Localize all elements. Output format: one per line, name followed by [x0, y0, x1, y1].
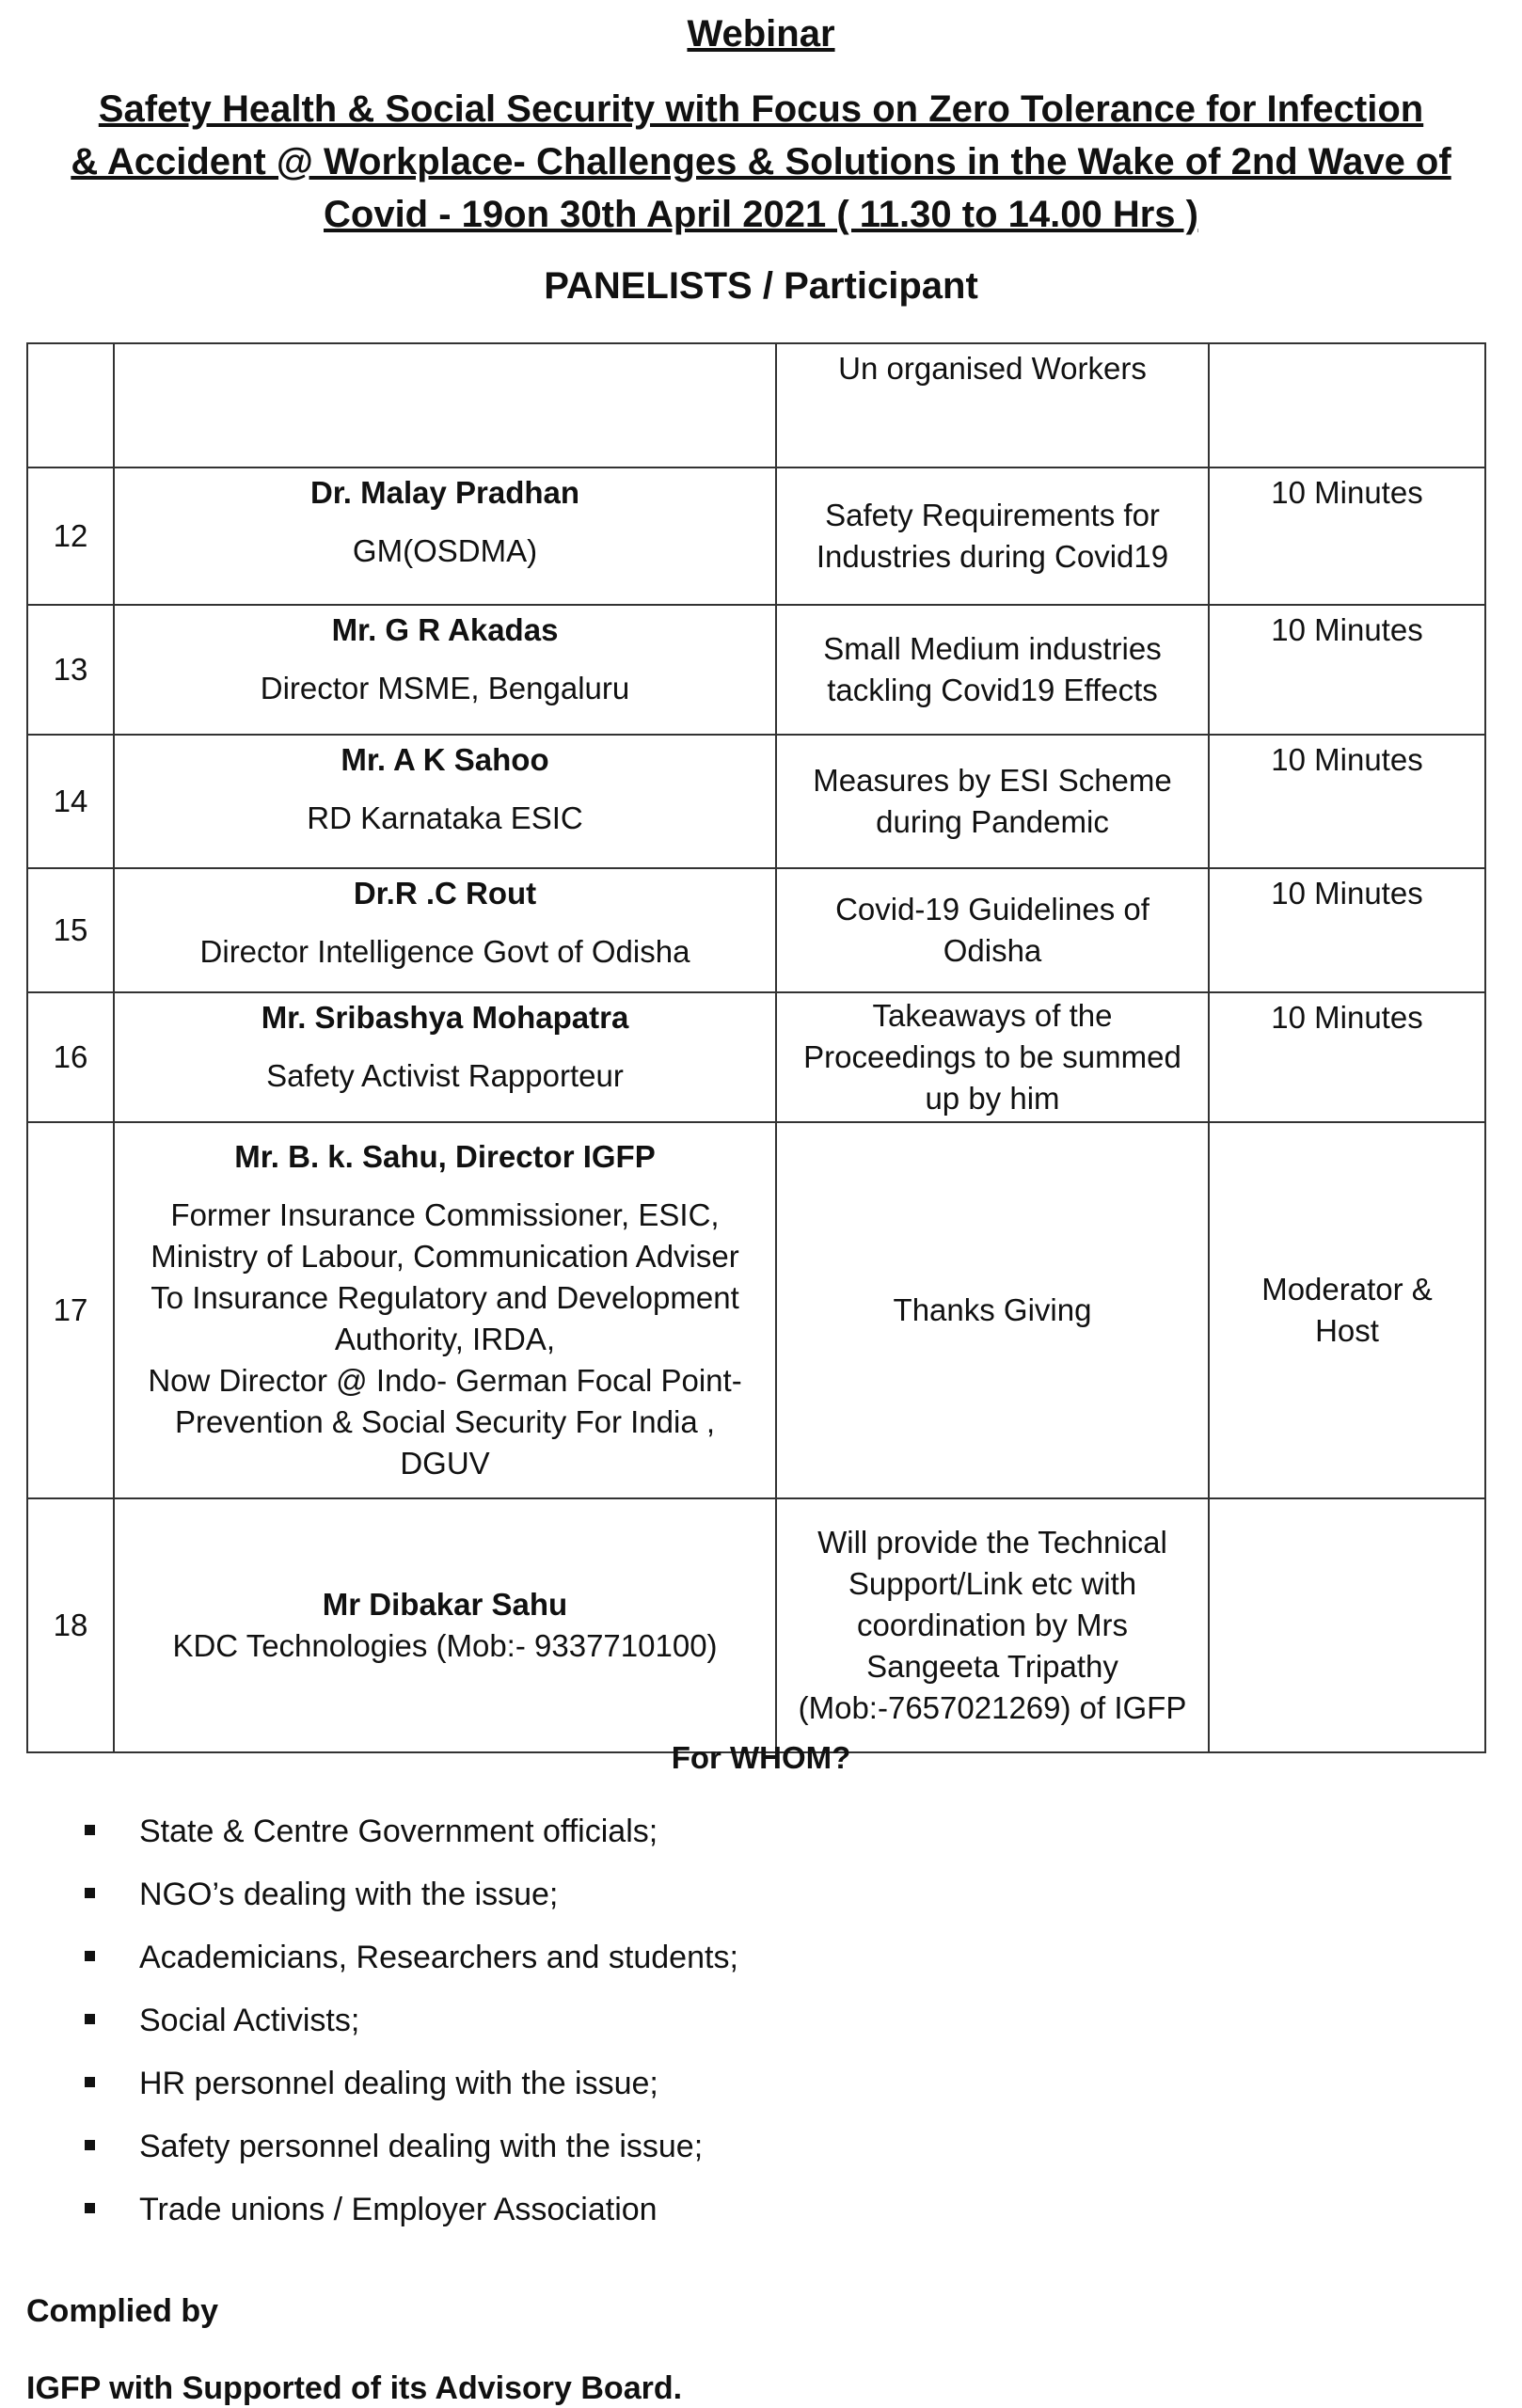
square-bullet-icon — [85, 2077, 95, 2087]
spacer — [124, 651, 766, 668]
panelist-description: GM(OSDMA) — [352, 533, 538, 568]
row-number-cell — [27, 343, 114, 467]
topic-text: Will provide the Technical — [817, 1525, 1167, 1560]
duration-text: 10 Minutes — [1271, 876, 1423, 911]
panelist-description: Prevention & Social Security For India , — [174, 1404, 716, 1439]
topic-text: Support/Link etc with — [848, 1566, 1137, 1601]
topic-text: Odisha — [943, 933, 1042, 968]
duration-cell — [1209, 1122, 1485, 1498]
subtitle-line: & Accident @ Workplace- Challenges & Solutions in the Wake of 2nd Wave of — [71, 141, 1451, 182]
square-bullet-icon — [85, 1825, 95, 1835]
duration-text: Moderator & — [1261, 1272, 1433, 1307]
topic-cell — [776, 467, 1209, 605]
row-number-cell: 14 — [27, 735, 114, 868]
panelist-description: KDC Technologies (Mob:- 9337710100) — [172, 1628, 718, 1663]
panelist-description: Former Insurance Commissioner, ESIC, — [170, 1197, 720, 1232]
list-item — [85, 2000, 738, 2063]
topic-text: Takeaways of the — [872, 998, 1113, 1033]
panelist-name: Mr Dibakar Sahu — [322, 1587, 568, 1622]
topic-text: Proceedings to be summed — [803, 1039, 1181, 1074]
spacer — [124, 781, 766, 798]
square-bullet-icon — [85, 2140, 95, 2150]
panelist-cell — [114, 1498, 776, 1752]
spacer — [124, 1038, 766, 1055]
list-item — [85, 2063, 738, 2126]
topic-text: Un organised Workers — [838, 351, 1147, 386]
duration-cell — [1209, 1498, 1485, 1752]
list-item-text: NGO’s dealing with the issue; — [139, 1877, 559, 1912]
topic-cell — [776, 868, 1209, 992]
duration-cell — [1209, 343, 1485, 467]
panelist-description: RD Karnataka ESIC — [307, 800, 583, 835]
panelist-cell — [114, 735, 776, 868]
row-number-cell: 18 — [27, 1498, 114, 1752]
list-item — [85, 1937, 738, 2000]
table-row — [27, 605, 1485, 735]
for-whom-heading: For WHOM? — [671, 1740, 851, 1775]
topic-text: Industries during Covid19 — [816, 539, 1169, 574]
table-row — [27, 1498, 1485, 1752]
topic-cell — [776, 735, 1209, 868]
duration-text: 10 Minutes — [1271, 1000, 1423, 1035]
panelist-description: Ministry of Labour, Communication Adviser — [151, 1239, 739, 1274]
table-row — [27, 868, 1485, 992]
list-item-text: State & Centre Government officials; — [139, 1814, 658, 1849]
topic-text: Safety Requirements for — [825, 498, 1160, 532]
square-bullet-icon — [85, 2014, 95, 2024]
panelist-description: Safety Activist Rapporteur — [266, 1058, 624, 1093]
row-number-cell: 16 — [27, 992, 114, 1122]
subtitle-line: Covid - 19on 30th April 2021 ( 11.30 to 14.00 Hrs ) — [324, 194, 1198, 235]
square-bullet-icon — [85, 2203, 95, 2213]
row-number-cell: 17 — [27, 1122, 114, 1498]
panelist-cell — [114, 868, 776, 992]
duration-cell — [1209, 992, 1485, 1122]
topic-cell — [776, 1122, 1209, 1498]
spacer — [124, 1178, 766, 1195]
topic-text: up by him — [925, 1081, 1060, 1116]
table-row — [27, 467, 1485, 605]
webinar-subtitle — [47, 83, 1475, 241]
list-item-text: Social Activists; — [139, 2003, 360, 2038]
row-number-cell: 15 — [27, 868, 114, 992]
duration-cell — [1209, 735, 1485, 868]
topic-text: Thanks Giving — [893, 1292, 1092, 1327]
table-row — [27, 1122, 1485, 1498]
topic-text: Covid-19 Guidelines of — [835, 892, 1149, 927]
square-bullet-icon — [85, 1888, 95, 1898]
organisation-credit: IGFP with Supported of its Advisory Board. — [26, 2370, 683, 2406]
panelist-name: Mr. G R Akadas — [331, 612, 559, 647]
topic-cell — [776, 343, 1209, 467]
duration-cell — [1209, 605, 1485, 735]
table-row — [27, 992, 1485, 1122]
panelist-name: Dr. Malay Pradhan — [309, 475, 580, 510]
page-title: Webinar — [687, 13, 835, 55]
panelist-name: Mr. Sribashya Mohapatra — [261, 1000, 629, 1035]
topic-text: Measures by ESI Scheme — [813, 763, 1172, 798]
list-item-text: Trade unions / Employer Association — [139, 2192, 658, 2227]
duration-cell — [1209, 868, 1485, 992]
panelist-cell — [114, 605, 776, 735]
panelist-name: Mr. A K Sahoo — [341, 742, 549, 777]
list-item-text: Academicians, Researchers and students; — [139, 1940, 738, 1975]
list-item — [85, 1874, 738, 1937]
list-item — [85, 1811, 738, 1874]
topic-cell — [776, 992, 1209, 1122]
panelists-table — [26, 342, 1486, 1753]
audience-list — [85, 1811, 738, 2252]
panelist-description: Authority, IRDA, — [334, 1322, 556, 1356]
panelist-cell — [114, 467, 776, 605]
topic-text: during Pandemic — [876, 804, 1109, 839]
topic-text: (Mob:-7657021269) of IGFP — [798, 1690, 1187, 1725]
square-bullet-icon — [85, 1951, 95, 1961]
topic-text: tackling Covid19 Effects — [827, 673, 1158, 707]
topic-cell — [776, 605, 1209, 735]
list-item — [85, 2189, 738, 2252]
spacer — [124, 514, 766, 531]
panelist-description: Director MSME, Bengaluru — [260, 671, 630, 705]
topic-text: coordination by Mrs — [857, 1608, 1128, 1642]
duration-text: 10 Minutes — [1271, 475, 1423, 510]
spacer — [124, 914, 766, 931]
panelist-name: Mr. B. k. Sahu, Director IGFP — [234, 1139, 656, 1174]
panelists-heading: PANELISTS / Participant — [544, 265, 978, 307]
duration-text: 10 Minutes — [1271, 612, 1423, 647]
panelist-cell — [114, 1122, 776, 1498]
panelist-description: Now Director @ Indo- German Focal Point- — [148, 1363, 742, 1398]
row-number-cell: 13 — [27, 605, 114, 735]
duration-text: Host — [1315, 1313, 1379, 1348]
compiled-by-label: Complied by — [26, 2293, 219, 2329]
subtitle-line: Safety Health & Social Security with Focus on Zero Tolerance for Infection — [98, 88, 1424, 130]
table-row — [27, 343, 1485, 467]
panelist-description: Director Intelligence Govt of Odisha — [199, 934, 690, 969]
list-item-text: Safety personnel dealing with the issue; — [139, 2129, 704, 2164]
list-item — [85, 2126, 738, 2189]
panelist-cell — [114, 992, 776, 1122]
topic-text: Small Medium industries — [823, 631, 1162, 666]
duration-cell — [1209, 467, 1485, 605]
list-item-text: HR personnel dealing with the issue; — [139, 2066, 658, 2101]
row-number-cell: 12 — [27, 467, 114, 605]
panelist-description: DGUV — [400, 1446, 490, 1481]
table-row — [27, 735, 1485, 868]
panelist-description: To Insurance Regulatory and Development — [151, 1280, 739, 1315]
topic-text: Sangeeta Tripathy — [866, 1649, 1118, 1684]
topic-cell — [776, 1498, 1209, 1752]
panelist-name: Dr.R .C Rout — [353, 876, 537, 911]
panelist-cell — [114, 343, 776, 467]
duration-text: 10 Minutes — [1271, 742, 1423, 777]
